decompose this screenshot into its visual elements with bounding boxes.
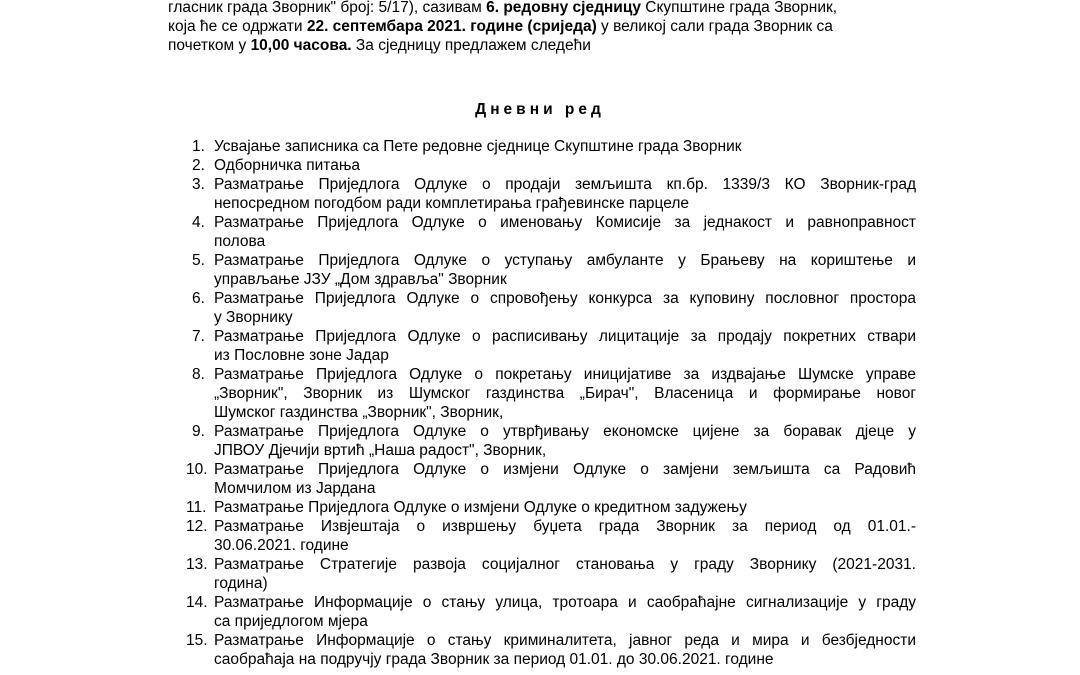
agenda-item-text-line: Разматрање Приједлога Одлуке о расписивању лицитације за продају покретних ствари bbox=[214, 328, 916, 345]
agenda-item-number: 11. bbox=[186, 499, 207, 516]
intro-paragraph bbox=[168, 0, 916, 55]
agenda-item-text-line: Шумског газдинства „Зворник", Зворник, bbox=[214, 404, 504, 421]
agenda-item-text-line: Разматрање Стратегије развоја социјалног становања у граду Зворнику (2021-2031. bbox=[214, 556, 916, 573]
agenda-item-text-line: Разматрање Приједлога Одлуке о именовању Комисије за једнакост и равноправност bbox=[214, 214, 916, 231]
agenda-item-text-line: управљање ЈЗУ „Дом здравља" Зворник bbox=[214, 271, 507, 288]
agenda-item-number: 7. bbox=[192, 328, 205, 345]
agenda-item-number: 3. bbox=[192, 176, 205, 193]
agenda-item-text-line: из Пословне зоне Јадар bbox=[214, 347, 389, 364]
agenda-item bbox=[170, 156, 916, 175]
agenda-item-text-line: Разматрање Приједлога Одлуке о спровођењу конкурса за куповину пословног простора bbox=[214, 290, 916, 307]
agenda-item-text-line: Разматрање Приједлога Одлуке о уступању амбуланте у Брањеву на кориштење и bbox=[214, 252, 916, 269]
agenda-item bbox=[170, 137, 916, 156]
agenda-item-text-line: Разматрање Информације о стању криминалитета, јавног реда и мира и безбједности bbox=[214, 632, 916, 649]
agenda-item-text-line: ЈПВОУ Дјечији вртић „Наша радост", Зворник, bbox=[214, 442, 547, 459]
agenda-item-number: 1. bbox=[192, 138, 205, 155]
agenda-item-text-line: Разматрање Извјештаја о извршењу буџета града Зворник за период од 01.01.- bbox=[214, 518, 916, 535]
agenda-item-number: 8. bbox=[192, 366, 205, 383]
agenda-item bbox=[170, 498, 916, 517]
intro-line-3: почетком у 10,00 часова. За сједницу предлажем следећи bbox=[168, 37, 591, 54]
agenda-item-number: 9. bbox=[192, 423, 205, 440]
agenda-item bbox=[170, 422, 916, 460]
agenda-item-number: 13. bbox=[186, 556, 208, 573]
agenda-item bbox=[170, 555, 916, 593]
agenda-item-text-line: Разматрање Приједлога Одлуке о утврђивању економске цијене за боравак дјеце у bbox=[214, 423, 916, 440]
agenda-item-text-line: саобраћаја на подручју града Зворник за период 01.01. до 30.06.2021. године bbox=[214, 651, 774, 668]
agenda-item-text-line: година) bbox=[214, 575, 268, 592]
intro-line-2: која ће се одржати 22. септембара 2021. године (сриједа) у великој сали града Зворник са bbox=[168, 18, 833, 35]
agenda-item-text-line: са приједлогом мјера bbox=[214, 613, 368, 630]
agenda-item bbox=[170, 251, 916, 289]
agenda-item-text-line: Одборничка питања bbox=[214, 157, 361, 174]
agenda-item-text-line: Разматрање Приједлога Одлуке о покретању иницијативе за издвајање Шумске управе bbox=[214, 366, 916, 383]
agenda-item bbox=[170, 289, 916, 327]
agenda-item bbox=[170, 213, 916, 251]
agenda-item-number: 6. bbox=[192, 290, 205, 307]
agenda-item-number: 2. bbox=[192, 157, 205, 174]
agenda-item bbox=[170, 631, 916, 669]
agenda-list bbox=[170, 137, 916, 669]
agenda-item bbox=[170, 460, 916, 498]
agenda-item bbox=[170, 327, 916, 365]
agenda-item-text-line: Момчилом из Јардана bbox=[214, 480, 376, 497]
agenda-item bbox=[170, 365, 916, 422]
agenda-heading: Дневни ред bbox=[475, 101, 605, 118]
agenda-item bbox=[170, 593, 916, 631]
agenda-item bbox=[170, 517, 916, 555]
agenda-item bbox=[170, 175, 916, 213]
agenda-item-text-line: Разматрање Приједлога Одлуке о измјени Одлуке о замјени земљишта са Радовић bbox=[214, 461, 916, 478]
agenda-item-number: 15. bbox=[186, 632, 208, 649]
agenda-item-text-line: Разматрање Приједлога Одлуке о продаји земљишта кп.бр. 1339/3 КО Зворник-град bbox=[214, 176, 916, 193]
agenda-item-text-line: „Зворник", Зворник из Шумског газдинства „Бирач", Власеница и формирање новог bbox=[214, 385, 916, 402]
agenda-item-text-line: Усвајање записника са Пете редовне сједнице Скупштине града Зворник bbox=[214, 138, 742, 155]
agenda-item-number: 4. bbox=[192, 214, 205, 231]
agenda-item-number: 12. bbox=[186, 518, 208, 535]
agenda-item-text-line: полова bbox=[214, 233, 266, 250]
agenda-item-number: 10. bbox=[186, 461, 208, 478]
agenda-item-text-line: у Зворнику bbox=[214, 309, 293, 326]
intro-line-1: гласник града Зворник" број: 5/17), сазивам 6. редовну сједницу Скупштине града Зворник, bbox=[168, 0, 838, 16]
agenda-item-number: 14. bbox=[186, 594, 208, 611]
agenda-item-number: 5. bbox=[192, 252, 205, 269]
agenda-item-text-line: 30.06.2021. године bbox=[214, 537, 349, 554]
agenda-item-text-line: Разматрање Информације о стању улица, тротоара и саобраћајне сигнализације у граду bbox=[214, 594, 916, 611]
agenda-item-text-line: Разматрање Приједлога Одлуке о измјени Одлуке о кредитном задужењу bbox=[214, 499, 747, 516]
agenda-item-text-line: непосредном погодбом ради комплетирања грађевинске парцеле bbox=[214, 195, 690, 212]
